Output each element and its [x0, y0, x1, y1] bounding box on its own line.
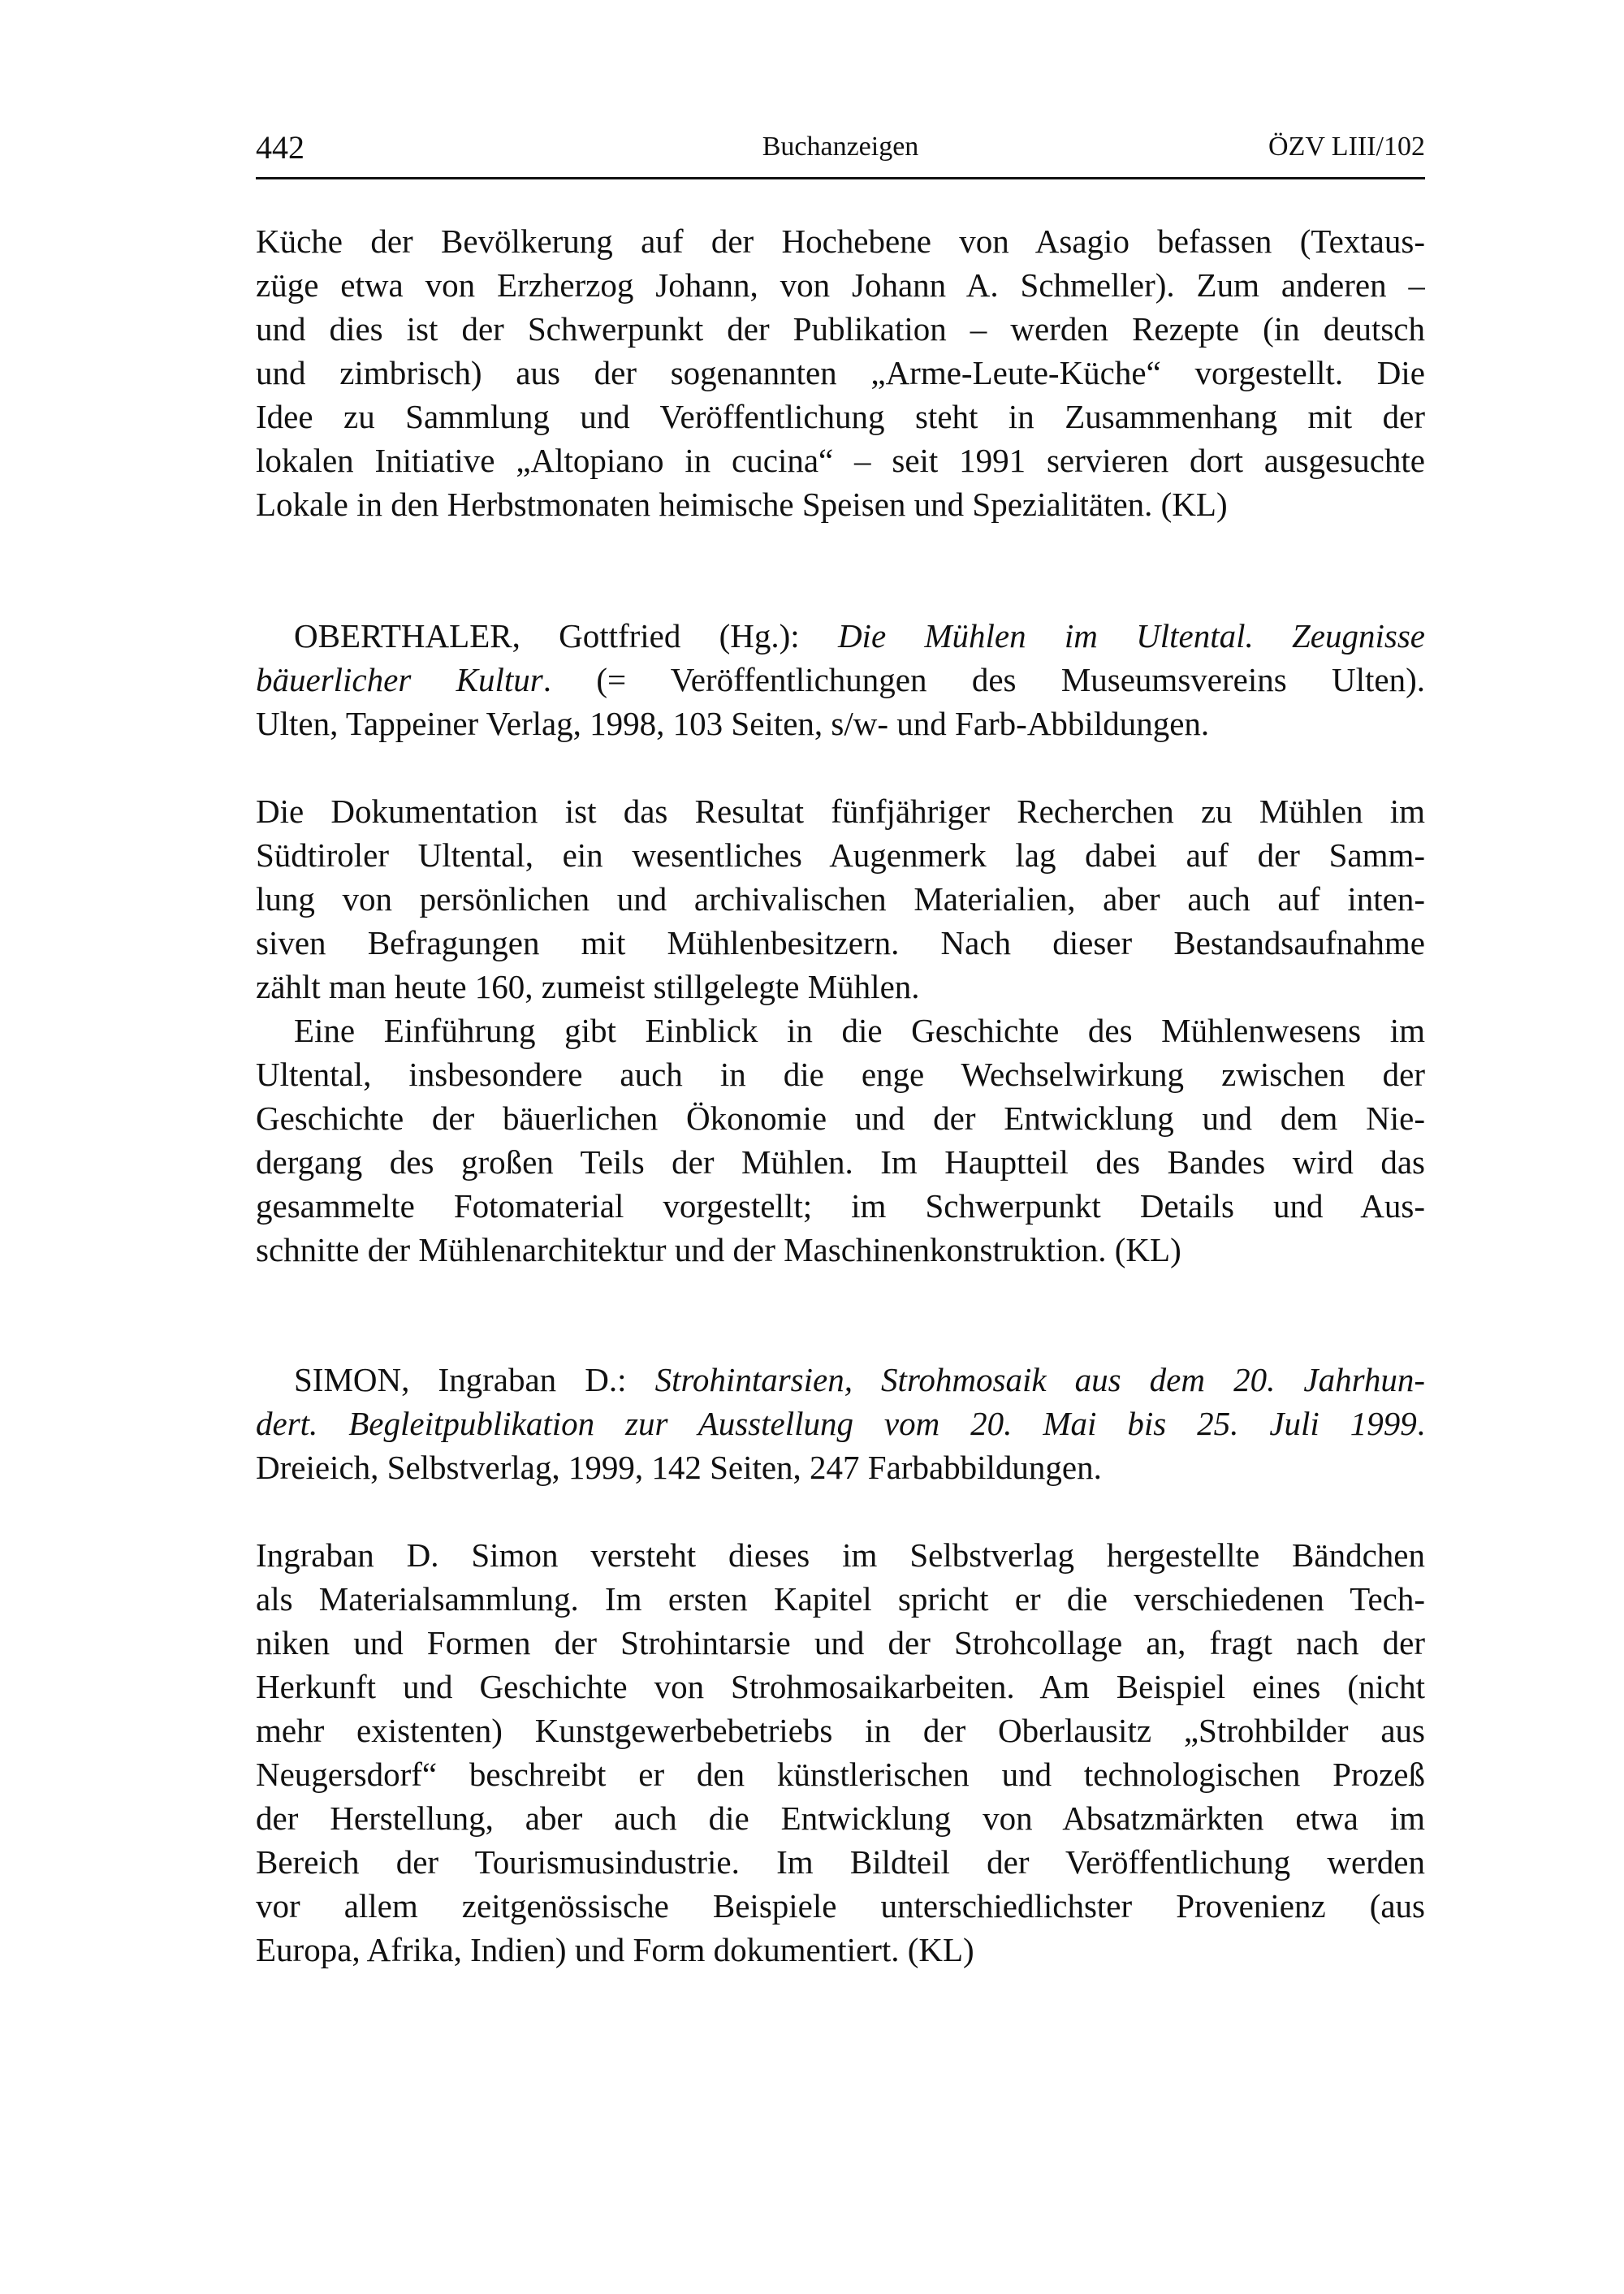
review-line: Bereich der Tourismusindustrie. Im Bildteil der Veröffentlichung werden	[256, 1843, 1425, 1881]
review-line: Europa, Afrika, Indien) und Form dokumentiert. (KL)	[256, 1931, 974, 1968]
review-line: Eine Einführung gibt Einblick in die Geschichte des Mühlenwesens im	[294, 1012, 1425, 1049]
review-line: Südtiroler Ultental, ein wesentliches Augenmerk lag dabei auf der Samm-	[256, 836, 1425, 874]
text-line: Küche der Bevölkerung auf der Hochebene von Asagio befassen (Textaus-	[256, 222, 1425, 260]
review-line: Die Dokumentation ist das Resultat fünfjähriger Recherchen zu Mühlen im	[256, 793, 1425, 830]
citation-title: Die Mühlen im Ultental. Zeugnisse	[837, 617, 1425, 655]
citation-imprint: Dreieich, Selbstverlag, 1999, 142 Seiten, 247 Farbabbildungen.	[256, 1449, 1102, 1486]
review-line: siven Befragungen mit Mühlenbesitzern. Nach dieser Bestandsaufnahme	[256, 924, 1425, 961]
citation-line	[294, 614, 1425, 658]
text-line: und zimbrisch) aus der sogenannten „Arme-Leute-Küche“ vorgestellt. Die	[256, 354, 1425, 391]
text-line: Lokale in den Herbstmonaten heimische Speisen und Spezialitäten. (KL)	[256, 486, 1228, 523]
citation-line	[256, 1402, 1425, 1445]
review-line: Neugersdorf“ beschreibt er den künstlerischen und technologischen Prozeß	[256, 1756, 1425, 1793]
text-line: züge etwa von Erzherzog Johann, von Johann A. Schmeller). Zum anderen –	[256, 266, 1425, 304]
citation-author: SIMON, Ingraban D.:	[294, 1361, 655, 1398]
review-line: niken und Formen der Strohintarsie und der Strohcollage an, fragt nach der	[256, 1624, 1425, 1661]
review-line: zählt man heute 160, zumeist stillgelegte Mühlen.	[256, 968, 920, 1005]
review-line: mehr existenten) Kunstgewerbebetriebs in der Oberlausitz „Strohbilder aus	[256, 1712, 1425, 1749]
citation-author: OBERTHALER, Gottfried (Hg.):	[294, 617, 838, 655]
citation-line	[256, 658, 1425, 702]
review-line: gesammelte Fotomaterial vorgestellt; im Schwerpunkt Details und Aus-	[256, 1187, 1425, 1225]
review-line: als Materialsammlung. Im ersten Kapitel spricht er die verschiedenen Tech-	[256, 1580, 1425, 1618]
citation-punct: .	[1416, 1405, 1425, 1442]
text-line: Idee zu Sammlung und Veröffentlichung steht in Zusammenhang mit der	[256, 398, 1425, 435]
section-title: Buchanzeigen	[762, 132, 919, 162]
review-line: Geschichte der bäuerlichen Ökonomie und der Entwicklung und dem Nie-	[256, 1099, 1425, 1137]
header-rule	[256, 177, 1425, 179]
citation-line	[294, 1358, 1425, 1402]
citation-imprint: Ulten, Tappeiner Verlag, 1998, 103 Seiten, s/w- und Farb-Abbildungen.	[256, 705, 1210, 742]
review-line: der Herstellung, aber auch die Entwicklung von Absatzmärkten etwa im	[256, 1799, 1425, 1837]
running-header	[256, 122, 1425, 171]
text-line: und dies ist der Schwerpunkt der Publikation – werden Rezepte (in deutsch	[256, 310, 1425, 348]
review-line: dergang des großen Teils der Mühlen. Im Hauptteil des Bandes wird das	[256, 1143, 1425, 1181]
review-line: Ultental, insbesondere auch in die enge Wechselwirkung zwischen der	[256, 1056, 1425, 1093]
citation-title: bäuerlicher Kultur	[256, 661, 543, 698]
citation-title: Strohintarsien, Strohmosaik aus dem 20. Jahrhun-	[654, 1361, 1425, 1398]
text-line: lokalen Initiative „Altopiano in cucina“ – seit 1991 servieren dort ausgesuchte	[256, 442, 1425, 479]
review-line: schnitte der Mühlenarchitektur und der Maschinenkonstruktion. (KL)	[256, 1231, 1181, 1268]
review-line: Herkunft und Geschichte von Strohmosaikarbeiten. Am Beispiel eines (nicht	[256, 1668, 1425, 1705]
journal-reference: ÖZV LIII/102	[1268, 132, 1425, 162]
review-line: Ingraban D. Simon versteht dieses im Selbstverlag hergestellte Bändchen	[256, 1536, 1425, 1574]
citation-series: . (= Veröffentlichungen des Museumsvereins Ulten).	[542, 661, 1425, 698]
review-line: lung von persönlichen und archivalischen Materialien, aber auch auf inten-	[256, 880, 1425, 918]
citation-title: dert. Begleitpublikation zur Ausstellung vom 20. Mai bis 25. Juli 1999	[256, 1405, 1417, 1442]
review-line: vor allem zeitgenössische Beispiele unterschiedlichster Provenienz (aus	[256, 1887, 1425, 1925]
page-number: 442	[256, 129, 304, 166]
